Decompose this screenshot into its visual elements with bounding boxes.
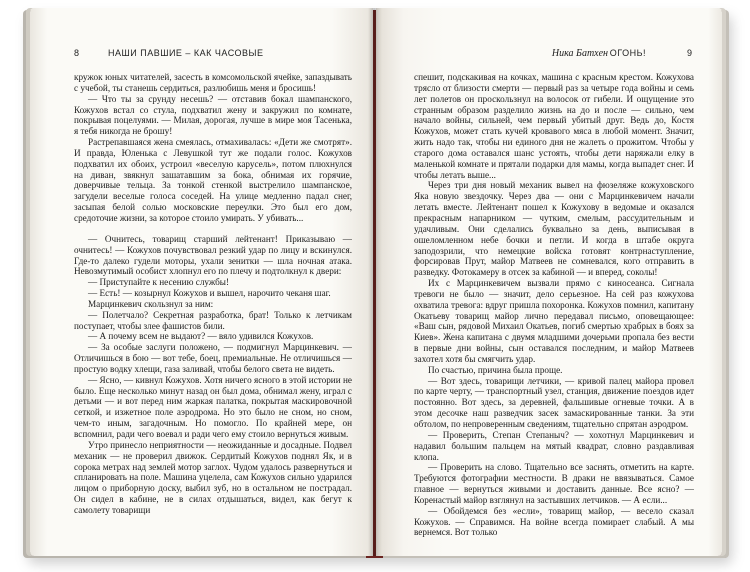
paragraph: спешит, подскакивая на кочках, машина с красным крестом. Кожухова трясло от близости смерти — первый раз за четыре года войны и семь лет полетов он проскользнул на волосок от гибели. И ощущение это странным образом разделило жизнь на до и после — сильно, чем начало войны, сильней, чем первый убитый друг. Ведь до, Костя Кожухов, может стать кучей кровавого мяса в любой момент. Значит, жить надо так, чтобы ни единого дня не жалеть о прожитом. Чтобы у старого дома оставался шанс устоять, чтобы дети наряжали елку в маленькой комнате и прятали подарки для мамы, когда выпадет снег. И чтобы летать выше... xyxy=(414,72,694,180)
open-book xyxy=(30,8,722,556)
right-page-text xyxy=(414,72,694,538)
paragraph: — Ясно, — кивнул Кожухов. Хотя ничего ясного в этой истории не было. Еще несколько минут назад он был дома, обнимал жену, играл с детьми — и вот перед ним жаркая палатка, покрытая маскировочной сеткой, и изжетное поле аэродрома. Но это было не сном, но сном, чем-то иным, загадочным. Но помогло. По крайней мере, он вспомнил, ради чего воевал и ради чего ему стоило вернуться живым. xyxy=(74,374,352,439)
paragraph: — Вот здесь, товарищи летчики, — кривой палец майора провел по карте черту, — транспортный узел, станция, движение поездов идет постоянно. Вот здесь, за деревней, фальшивые огневые точки. А в этом десочке наш разведчик засек замаскированные танки. За эти обтолом, по непроверенным сведениям, тщательно спрятан аэродром. xyxy=(414,375,694,429)
paragraph: Растрепавшаяся жена смеялась, отмахивалась: «Дети же смотрят». И правда, Юленька с Левушкой тут же подали голос. Кожухов подхватил их обоих, устроил «веселую карусель», потом плюхнулся на диван, звякнул зашатавшим за бока, обнимая их горячие, доверчивые тельца. За тонкой стенкой выстрелило шампанское, загудели веселые голоса соседей. На улице медленно падал снег, засыпая белой солью московские переулки. Это был его дом, средоточие жизни, за которое стоило умирать. У убивать... xyxy=(74,137,352,223)
paragraph: — За особые заслуги положено, — подмигнул Марцинкевич. — Отличишься в бою — вот тебе, боец, премиальные. Не отличишься — простую водку хлещи, газа заливай, чтобы белого света не видеть. xyxy=(74,342,352,374)
paragraph: — Очнитесь, товарищ старший лейтенант! Приказываю — очнитесь! — Кожухов почувствовал резкий удар по лицу и вскинулся. Где-то далеко гудели моторы, ухали зенитки — шла ночная атака. Невозмутимый особист хлопнул его по плечу и подтолкнул к двери: xyxy=(74,233,352,277)
paragraph: — Обойдемся без «если», товарищ майор, — весело сказал Кожухов. — Справимся. На войне всегда помирает слабый. А мы вернемся. Вот только xyxy=(414,505,694,538)
paragraph: Их с Марцинкевичем вызвали прямо с киносеанса. Сигнала тревоги не было — значит, дело серьезное. На сей раз кожухова охватила тревога: вдруг пришла похоронка. Кожухов помнил, капитану Окатьеву товарищ майор лично передавал письмо, оповещающее: «Ваш сын, рядовой Михаил Окатьев, погиб смертью храбрых в боях за Киев». Жена капитана с двумя младшими дочерьми пропала без вести в первые дни войны, сын оставался последним, и майор Матвеев захотел хотя бы смягчить удар. xyxy=(414,278,694,364)
page-number: 8 xyxy=(74,48,80,58)
page-number: 9 xyxy=(686,48,692,58)
right-page-header xyxy=(376,48,722,62)
paragraph: По счастью, причина была проще. xyxy=(428,364,563,375)
paragraph: кружок юных читателей, засесть в комсомольской ячейке, запаздывать с учебой, ты станешь сердиться, разлюбишь меня и бросишь! xyxy=(74,72,352,93)
right-page xyxy=(376,8,722,556)
paragraph: — Что ты за срунду несешь? — отставив бокал шампанского, Кожухов встал со стула, подхватил жену и закружил по комнате, покрывая поцелуями. — Милая, дорогая, лучше в мире моя Тасенька, я тебя никогда не брошу! xyxy=(74,93,352,137)
paragraph: — Полетчало? Секретная разработка, брат! Только к летчикам поступает, чтобы злее фашистов били. xyxy=(74,309,352,331)
paragraph: — Есть! — козырнул Кожухов и вышел, нарочито чеканя шаг. xyxy=(88,288,331,299)
left-page-text xyxy=(74,72,352,516)
book-spine-gutter xyxy=(368,8,382,556)
paragraph: — Приступайте к несению службы! xyxy=(88,277,230,288)
paragraph: — Проверить, Степан Степаныч? — хохотнул Марцинкевич и надавил большим пальцем на мятый квадрат, словно раздавливая клопа. xyxy=(414,429,694,462)
paragraph: — Проверить на слово. Тщательно все заснять, отметить на карте. Требуются фотографии местности. В драки не ввязываться. Самое главное — вернуться живыми и доставить данные. Все ясно? — Коренастый майор взглянул на застывших летчиков. — А если... xyxy=(414,462,694,505)
running-title: ОГОНЬ! xyxy=(609,48,646,58)
author-name: Ника Батхен xyxy=(551,48,608,59)
left-page xyxy=(30,8,373,556)
left-page-header xyxy=(30,48,373,62)
running-title: НАШИ ПАВШИЕ – КАК ЧАСОВЫЕ xyxy=(108,48,264,58)
paragraph: Марцинкевич скользнул за ним: xyxy=(88,298,214,309)
paragraph: Утро принесло неприятности — неожиданные и досадные. Подвел механик — не проверил движок. Сердитый Кожухов поднял Як, и в сорока метрах над землей мотор заглох. Чудом удалось развернуться и спланировать на поле. Машина уцелела, сам Кожухов сильно ударился лицом о приборную доску, выбил зуб, но в остальном не пострадал. Он сидел в кабине, не в силах отдышаться, видел, как бегут к самолету товарищи xyxy=(74,439,352,515)
paragraph: Через три дня новый механик вывел на фюзеляже кожуховского Яка новую звездочку. Через два — они с Марцинкевичем начали летать вместе. Лейтенант пошел к Кожухову в ведомые и оказался прекрасным напарником — чутким, смелым, рассудительным и удачливым. Они сделались буквально за день, выписывая в ошеломленном небе бочки и петли. И когда в штабе округа заподозрили, что немецкие войска готовят контрнаступление, форсировав Прут, майор Матвеев не сомневался, кого отправить в разведку. Фотокамеру в отсек за кабиной — и вперед, соколы! xyxy=(414,180,694,278)
paragraph: — А почему всем не выдают? — вяло удивился Кожухов. xyxy=(88,331,314,342)
